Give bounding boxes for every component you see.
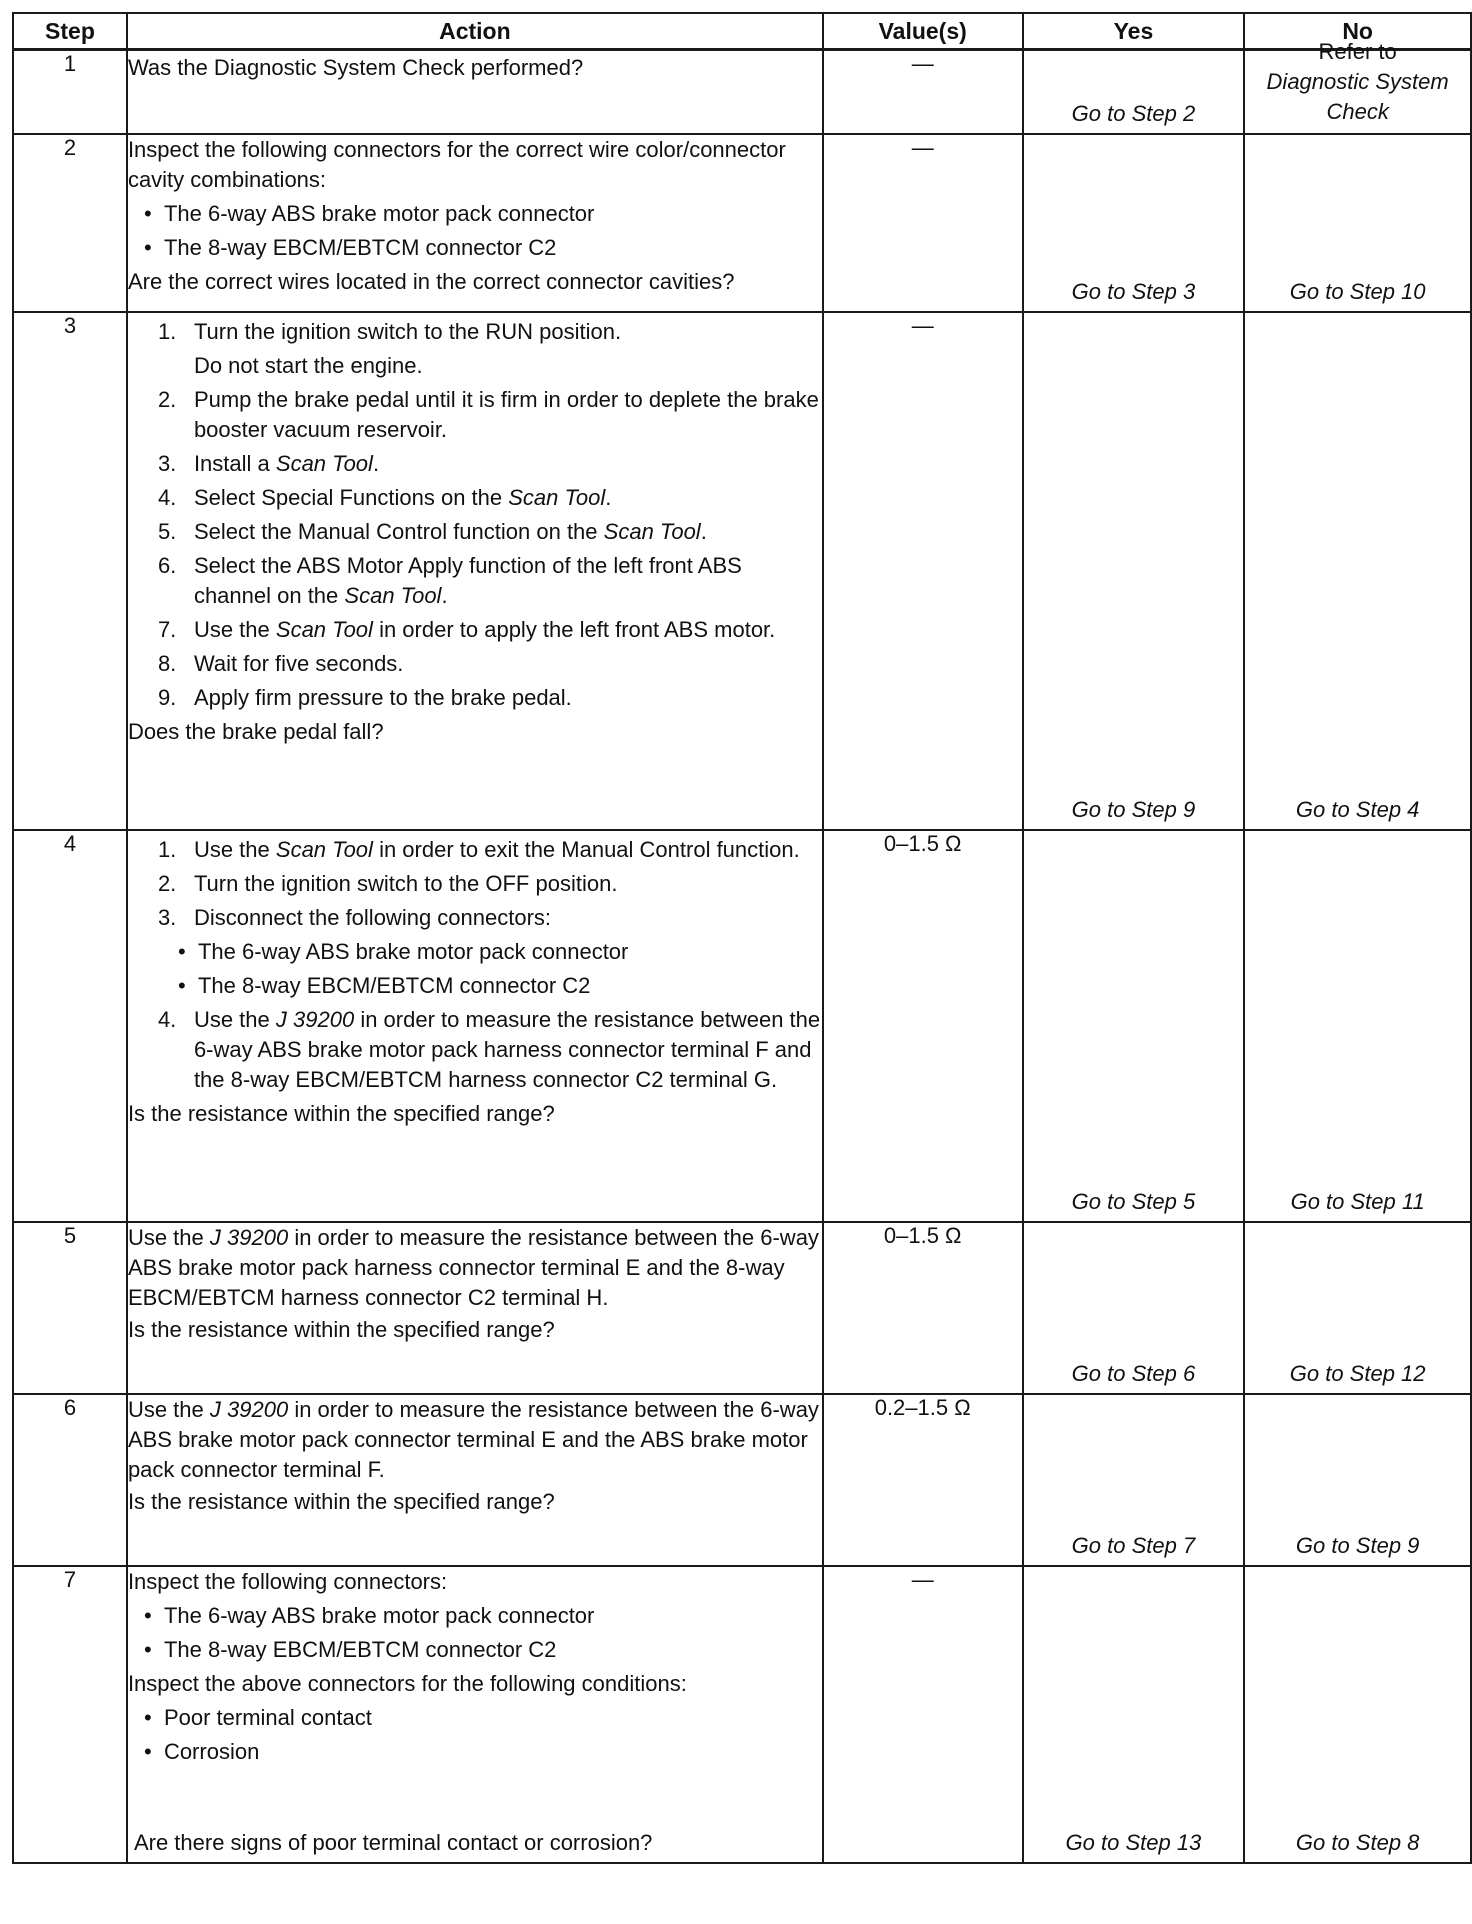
list-item: 8. Wait for five seconds.	[157, 650, 404, 676]
action-cell	[127, 312, 823, 830]
refer-link[interactable]: Diagnostic System Check	[1266, 68, 1449, 124]
yes-cell	[1023, 1394, 1245, 1566]
table-row	[13, 50, 1471, 134]
list-item: 2. Turn the ignition switch to the OFF position.	[157, 870, 618, 896]
diagnostic-table	[12, 12, 1472, 1864]
list-item: • The 8-way EBCM/EBTCM connector C2	[128, 233, 822, 263]
yes-link[interactable]: Go to Step 7	[1071, 1532, 1196, 1558]
list-item: • The 8-way EBCM/EBTCM connector C2	[128, 971, 822, 1001]
no-cell	[1244, 830, 1471, 1222]
no-link[interactable]: Go to Step 4	[1295, 796, 1420, 822]
no-link[interactable]: Go to Step 9	[1295, 1532, 1420, 1558]
list-item: • Poor terminal contact	[128, 1703, 822, 1733]
list-item: 7. Use the Scan Tool in order to apply the left front ABS motor.	[157, 616, 776, 642]
list-item: 2. Pump the brake pedal until it is firm in order to deplete the brake booster vacuum reservoir.	[157, 386, 819, 442]
action-question: Does the brake pedal fall?	[127, 718, 384, 744]
list-item: 5. Select the Manual Control function on the Scan Tool.	[157, 518, 707, 544]
action-cell	[127, 50, 823, 134]
list-item: • The 6-way ABS brake motor pack connector	[128, 199, 822, 229]
yes-cell	[1023, 1566, 1245, 1863]
no-link[interactable]: Go to Step 8	[1295, 1829, 1420, 1855]
action-question: Is the resistance within the specified range?	[127, 1488, 555, 1514]
step-number: 2	[13, 134, 127, 312]
header-step: Step	[13, 13, 127, 50]
no-link[interactable]: Go to Step 11	[1290, 1188, 1425, 1214]
yes-cell	[1023, 830, 1245, 1222]
step-number: 4	[13, 830, 127, 1222]
no-cell	[1244, 38, 1471, 134]
action-question: Was the Diagnostic System Check performed?	[127, 55, 584, 80]
list-item: 6. Select the ABS Motor Apply function of the left front ABS channel on the Scan Tool.	[157, 552, 742, 608]
list-item: • Corrosion	[128, 1737, 822, 1767]
value-cell: —	[823, 312, 1023, 830]
list-item: 3. Install a Scan Tool.	[157, 450, 380, 476]
value-cell: 0.2–1.5 Ω	[823, 1394, 1023, 1566]
action-note: Do not start the engine.	[193, 352, 423, 378]
value-cell: —	[823, 50, 1023, 134]
yes-cell	[1023, 50, 1245, 134]
yes-cell	[1023, 134, 1245, 312]
table-row	[13, 1566, 1471, 1863]
header-yes: Yes	[1023, 13, 1245, 50]
header-values: Value(s)	[823, 13, 1023, 50]
list-item: • The 6-way ABS brake motor pack connector	[128, 1601, 822, 1631]
no-link[interactable]: Go to Step 10	[1289, 278, 1426, 304]
step-number: 3	[13, 312, 127, 830]
step-number: 1	[13, 50, 127, 134]
no-link[interactable]: Go to Step 12	[1289, 1360, 1426, 1386]
value-cell: —	[823, 134, 1023, 312]
action-question: Are there signs of poor terminal contact or corrosion?	[133, 1829, 653, 1855]
yes-link[interactable]: Go to Step 9	[1071, 796, 1196, 822]
yes-cell	[1023, 312, 1245, 830]
list-item: • The 6-way ABS brake motor pack connector	[128, 937, 822, 967]
action-intro: Inspect the above connectors for the following conditions:	[127, 1670, 687, 1696]
step-number: 7	[13, 1566, 127, 1863]
no-cell	[1244, 1394, 1471, 1566]
action-cell	[127, 1566, 823, 1863]
value-cell: 0–1.5 Ω	[823, 1222, 1023, 1394]
action-question: Are the correct wires located in the correct connector cavities?	[127, 268, 735, 294]
action-cell	[127, 1222, 823, 1394]
no-cell	[1244, 134, 1471, 312]
list-item: 3. Disconnect the following connectors:	[157, 904, 552, 930]
action-intro: Inspect the following connectors for the correct wire color/connector cavity combinations:	[127, 136, 786, 192]
yes-cell	[1023, 1222, 1245, 1394]
action-text: Use the J 39200 in order to measure the resistance between the 6-way ABS brake motor pack connector terminal E and the ABS brake motor pack connector terminal F.	[127, 1396, 819, 1482]
list-item: 1. Turn the ignition switch to the RUN position.	[157, 318, 622, 344]
refer-prefix: Refer to	[1318, 38, 1397, 64]
value-cell: —	[823, 1566, 1023, 1863]
action-cell	[127, 1394, 823, 1566]
action-intro: Inspect the following connectors:	[127, 1568, 448, 1594]
table-row	[13, 1222, 1471, 1394]
value-cell: 0–1.5 Ω	[823, 830, 1023, 1222]
action-question: Is the resistance within the specified range?	[127, 1100, 555, 1126]
no-cell	[1244, 1222, 1471, 1394]
no-cell	[1244, 312, 1471, 830]
table-row	[13, 312, 1471, 830]
table-row	[13, 830, 1471, 1222]
table-row	[13, 134, 1471, 312]
yes-link[interactable]: Go to Step 2	[1071, 100, 1196, 126]
step-number: 5	[13, 1222, 127, 1394]
action-cell	[127, 830, 823, 1222]
yes-link[interactable]: Go to Step 3	[1071, 278, 1196, 304]
action-text: Use the J 39200 in order to measure the resistance between the 6-way ABS brake motor pack harness connector terminal E and the 8-way EBCM/EBTCM harness connector C2 terminal H.	[127, 1224, 819, 1310]
no-cell	[1244, 1566, 1471, 1863]
step-number: 6	[13, 1394, 127, 1566]
yes-link[interactable]: Go to Step 5	[1071, 1188, 1196, 1214]
list-item: • The 8-way EBCM/EBTCM connector C2	[128, 1635, 822, 1665]
action-cell	[127, 134, 823, 312]
header-no: No	[1244, 13, 1471, 50]
list-item: 4. Use the J 39200 in order to measure the resistance between the 6-way ABS brake motor pack harness connector terminal F and the 8-way EBCM/EBTCM harness connector C2 terminal G.	[157, 1006, 821, 1092]
header-action: Action	[127, 13, 823, 50]
action-question: Is the resistance within the specified range?	[127, 1316, 555, 1342]
table-row	[13, 1394, 1471, 1566]
list-item: 4. Select Special Functions on the Scan Tool.	[157, 484, 612, 510]
yes-link[interactable]: Go to Step 6	[1071, 1360, 1196, 1386]
no-refer[interactable]	[1245, 37, 1470, 127]
yes-link[interactable]: Go to Step 13	[1065, 1829, 1202, 1855]
list-item: 9. Apply firm pressure to the brake pedal.	[157, 684, 572, 710]
list-item: 1. Use the Scan Tool in order to exit the Manual Control function.	[157, 836, 800, 862]
